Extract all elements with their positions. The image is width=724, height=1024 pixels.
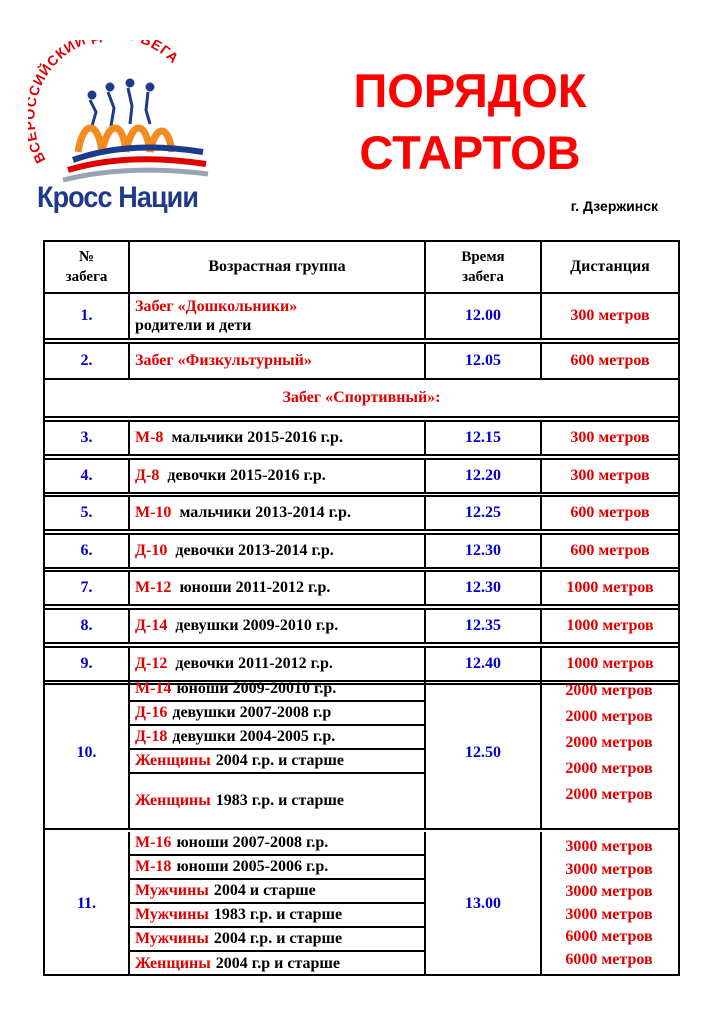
group-desc: девушки 2004-2005 г.р. bbox=[172, 728, 336, 745]
race-time: 12.30 bbox=[424, 535, 540, 567]
race-num: 3. bbox=[80, 429, 93, 446]
group-desc: мальчики 2015-2016 г.р. bbox=[171, 429, 343, 446]
group-code: Женщины bbox=[135, 955, 211, 972]
sub-distance: 2000 метров bbox=[565, 708, 653, 725]
title-line-1: ПОРЯДОК bbox=[353, 64, 587, 117]
race-group bbox=[128, 610, 424, 642]
sub-distance: 3000 метров bbox=[565, 860, 653, 878]
group-desc: 2004 и старше bbox=[213, 882, 316, 899]
race-distance: 1000 метров bbox=[540, 572, 678, 604]
group-desc: 2004 г.р. и старше bbox=[215, 752, 345, 769]
race-distance: 600 метров bbox=[540, 497, 678, 529]
group-desc: девушки 2009-2010 г.р. bbox=[175, 617, 339, 634]
group-desc: девочки 2015-2016 г.р. bbox=[167, 466, 326, 484]
race-group bbox=[128, 572, 424, 604]
sub-group bbox=[128, 726, 424, 750]
group-code: Женщины bbox=[135, 792, 211, 809]
group-desc: юноши 2005-2006 г.р. bbox=[176, 858, 329, 875]
race-num: 5. bbox=[80, 504, 93, 522]
sub-group bbox=[128, 678, 424, 702]
section-title: Забег «Спортивный»: bbox=[282, 389, 441, 406]
sub-group bbox=[128, 928, 424, 952]
race-num: 7. bbox=[80, 579, 93, 597]
race-num: 2. bbox=[80, 352, 93, 369]
header-num: № забега bbox=[65, 249, 108, 285]
group-code: М-18 bbox=[135, 858, 172, 875]
group-desc: мальчики 2013-2014 г.р. bbox=[179, 504, 351, 522]
race-distance: 600 метров bbox=[540, 344, 678, 378]
group-desc: девочки 2011-2012 г.р. bbox=[175, 654, 333, 672]
group-code: Мужчины bbox=[135, 882, 209, 899]
sub-distance: 3000 метров bbox=[565, 838, 653, 855]
race-time: 12.20 bbox=[424, 460, 540, 492]
sub-group bbox=[128, 952, 424, 976]
header-group: Возрастная группа bbox=[128, 242, 424, 292]
race-time: 12.25 bbox=[424, 497, 540, 529]
race-group bbox=[128, 648, 424, 680]
group-code: Мужчины bbox=[135, 906, 209, 923]
group-code: Женщины bbox=[135, 752, 211, 769]
race-distance: 1000 метров bbox=[540, 610, 678, 642]
group-code: Д-14 bbox=[135, 617, 168, 634]
section-row bbox=[45, 380, 678, 418]
logo-arc-text: В ИЙСКИЙ БЕГА bbox=[29, 40, 183, 167]
sub-distance: 2000 метров bbox=[565, 682, 653, 699]
header-time: Время забега bbox=[424, 242, 540, 292]
table-row bbox=[45, 572, 678, 606]
race-num: 6. bbox=[80, 541, 93, 559]
sub-distance: 6000 метров bbox=[565, 928, 653, 945]
city-label: г. Дзержинск bbox=[570, 198, 658, 214]
title-line-2: СТАРТОВ bbox=[359, 126, 581, 179]
group-code: М-10 bbox=[135, 504, 172, 522]
table-row bbox=[45, 460, 678, 494]
race-group bbox=[128, 460, 424, 492]
header-distance: Дистанция bbox=[540, 242, 678, 292]
start-order-table bbox=[43, 240, 680, 976]
group-desc: юноши 2009-20010 г.р. bbox=[176, 680, 337, 697]
race-num: 8. bbox=[80, 617, 93, 634]
race-group: Забег «Физкультурный» bbox=[128, 344, 424, 378]
sub-distance: 2000 метров bbox=[565, 786, 653, 803]
sub-group bbox=[128, 880, 424, 904]
sub-distance: 2000 метров bbox=[565, 760, 653, 777]
race-group: Забег «Дошкольники» родители и дети bbox=[128, 294, 424, 338]
group-code: Д-16 bbox=[135, 704, 168, 721]
runners-icon bbox=[89, 80, 153, 126]
group-code: Д-8 bbox=[135, 466, 160, 484]
group-code: М-16 bbox=[135, 834, 172, 851]
logo-brand-text: Кросс Нации bbox=[37, 181, 199, 214]
race-group bbox=[128, 497, 424, 529]
race-time: 12.50 bbox=[424, 678, 540, 828]
table-row bbox=[45, 422, 678, 456]
race-time: 12.00 bbox=[424, 294, 540, 338]
group-desc: 2004 г.р и старше bbox=[215, 955, 341, 972]
table-row bbox=[45, 535, 678, 569]
sub-distance: 2000 метров bbox=[565, 734, 653, 751]
sub-group bbox=[128, 774, 424, 828]
table-row bbox=[45, 610, 678, 644]
sub-group bbox=[128, 904, 424, 928]
race-num: 9. bbox=[80, 654, 93, 672]
page-title bbox=[280, 60, 660, 184]
race-time: 12.05 bbox=[424, 344, 540, 378]
race-distance: 1000 метров bbox=[540, 648, 678, 680]
table-header-row bbox=[45, 242, 678, 294]
race-num: 10. bbox=[76, 744, 97, 761]
group-code: М-12 bbox=[135, 579, 172, 597]
group-code: Мужчины bbox=[135, 930, 209, 947]
group-desc: юноши 2007-2008 г.р. bbox=[176, 834, 329, 851]
race-distance: 300 метров bbox=[540, 422, 678, 454]
group-code: Д-18 bbox=[135, 728, 168, 745]
sub-distance: 3000 метров bbox=[565, 905, 653, 923]
group-code: М-14 bbox=[135, 680, 172, 697]
race-distance: 300 метров bbox=[540, 460, 678, 492]
table-row bbox=[45, 648, 678, 682]
table-row bbox=[45, 294, 678, 340]
sub-group bbox=[128, 856, 424, 880]
sub-group bbox=[128, 832, 424, 856]
group-desc: 1983 г.р. и старше bbox=[215, 792, 345, 809]
group-desc: девочки 2013-2014 г.р. bbox=[175, 541, 334, 559]
race-distance: 300 метров bbox=[540, 294, 678, 338]
group-code: Д-10 bbox=[135, 541, 168, 559]
race-num: 4. bbox=[80, 466, 93, 484]
race-11-block bbox=[45, 832, 678, 976]
group-code: М-8 bbox=[135, 429, 164, 446]
race-distance: 600 метров bbox=[540, 535, 678, 567]
table-row bbox=[45, 497, 678, 531]
race-time: 12.15 bbox=[424, 422, 540, 454]
table-row bbox=[45, 344, 678, 380]
group-desc: юноши 2011-2012 г.р. bbox=[179, 579, 331, 597]
group-desc: 1983 г.р. и старше bbox=[213, 906, 343, 923]
race-time: 13.00 bbox=[424, 832, 540, 976]
race-time: 12.40 bbox=[424, 648, 540, 680]
group-code: Д-12 bbox=[135, 654, 168, 672]
race-num: 11. bbox=[76, 895, 97, 912]
race-time: 12.35 bbox=[424, 610, 540, 642]
sub-group bbox=[128, 702, 424, 726]
sub-distance: 6000 метров bbox=[565, 950, 653, 968]
race-group bbox=[128, 422, 424, 454]
group-desc: 2004 г.р. и старше bbox=[213, 930, 343, 947]
sub-group bbox=[128, 750, 424, 774]
race-num: 1. bbox=[80, 307, 93, 324]
sub-distance: 3000 метров bbox=[565, 883, 653, 900]
race-time: 12.30 bbox=[424, 572, 540, 604]
group-desc: девушки 2007-2008 г.р bbox=[172, 704, 332, 721]
race-group bbox=[128, 535, 424, 567]
race-10-block bbox=[45, 678, 678, 830]
